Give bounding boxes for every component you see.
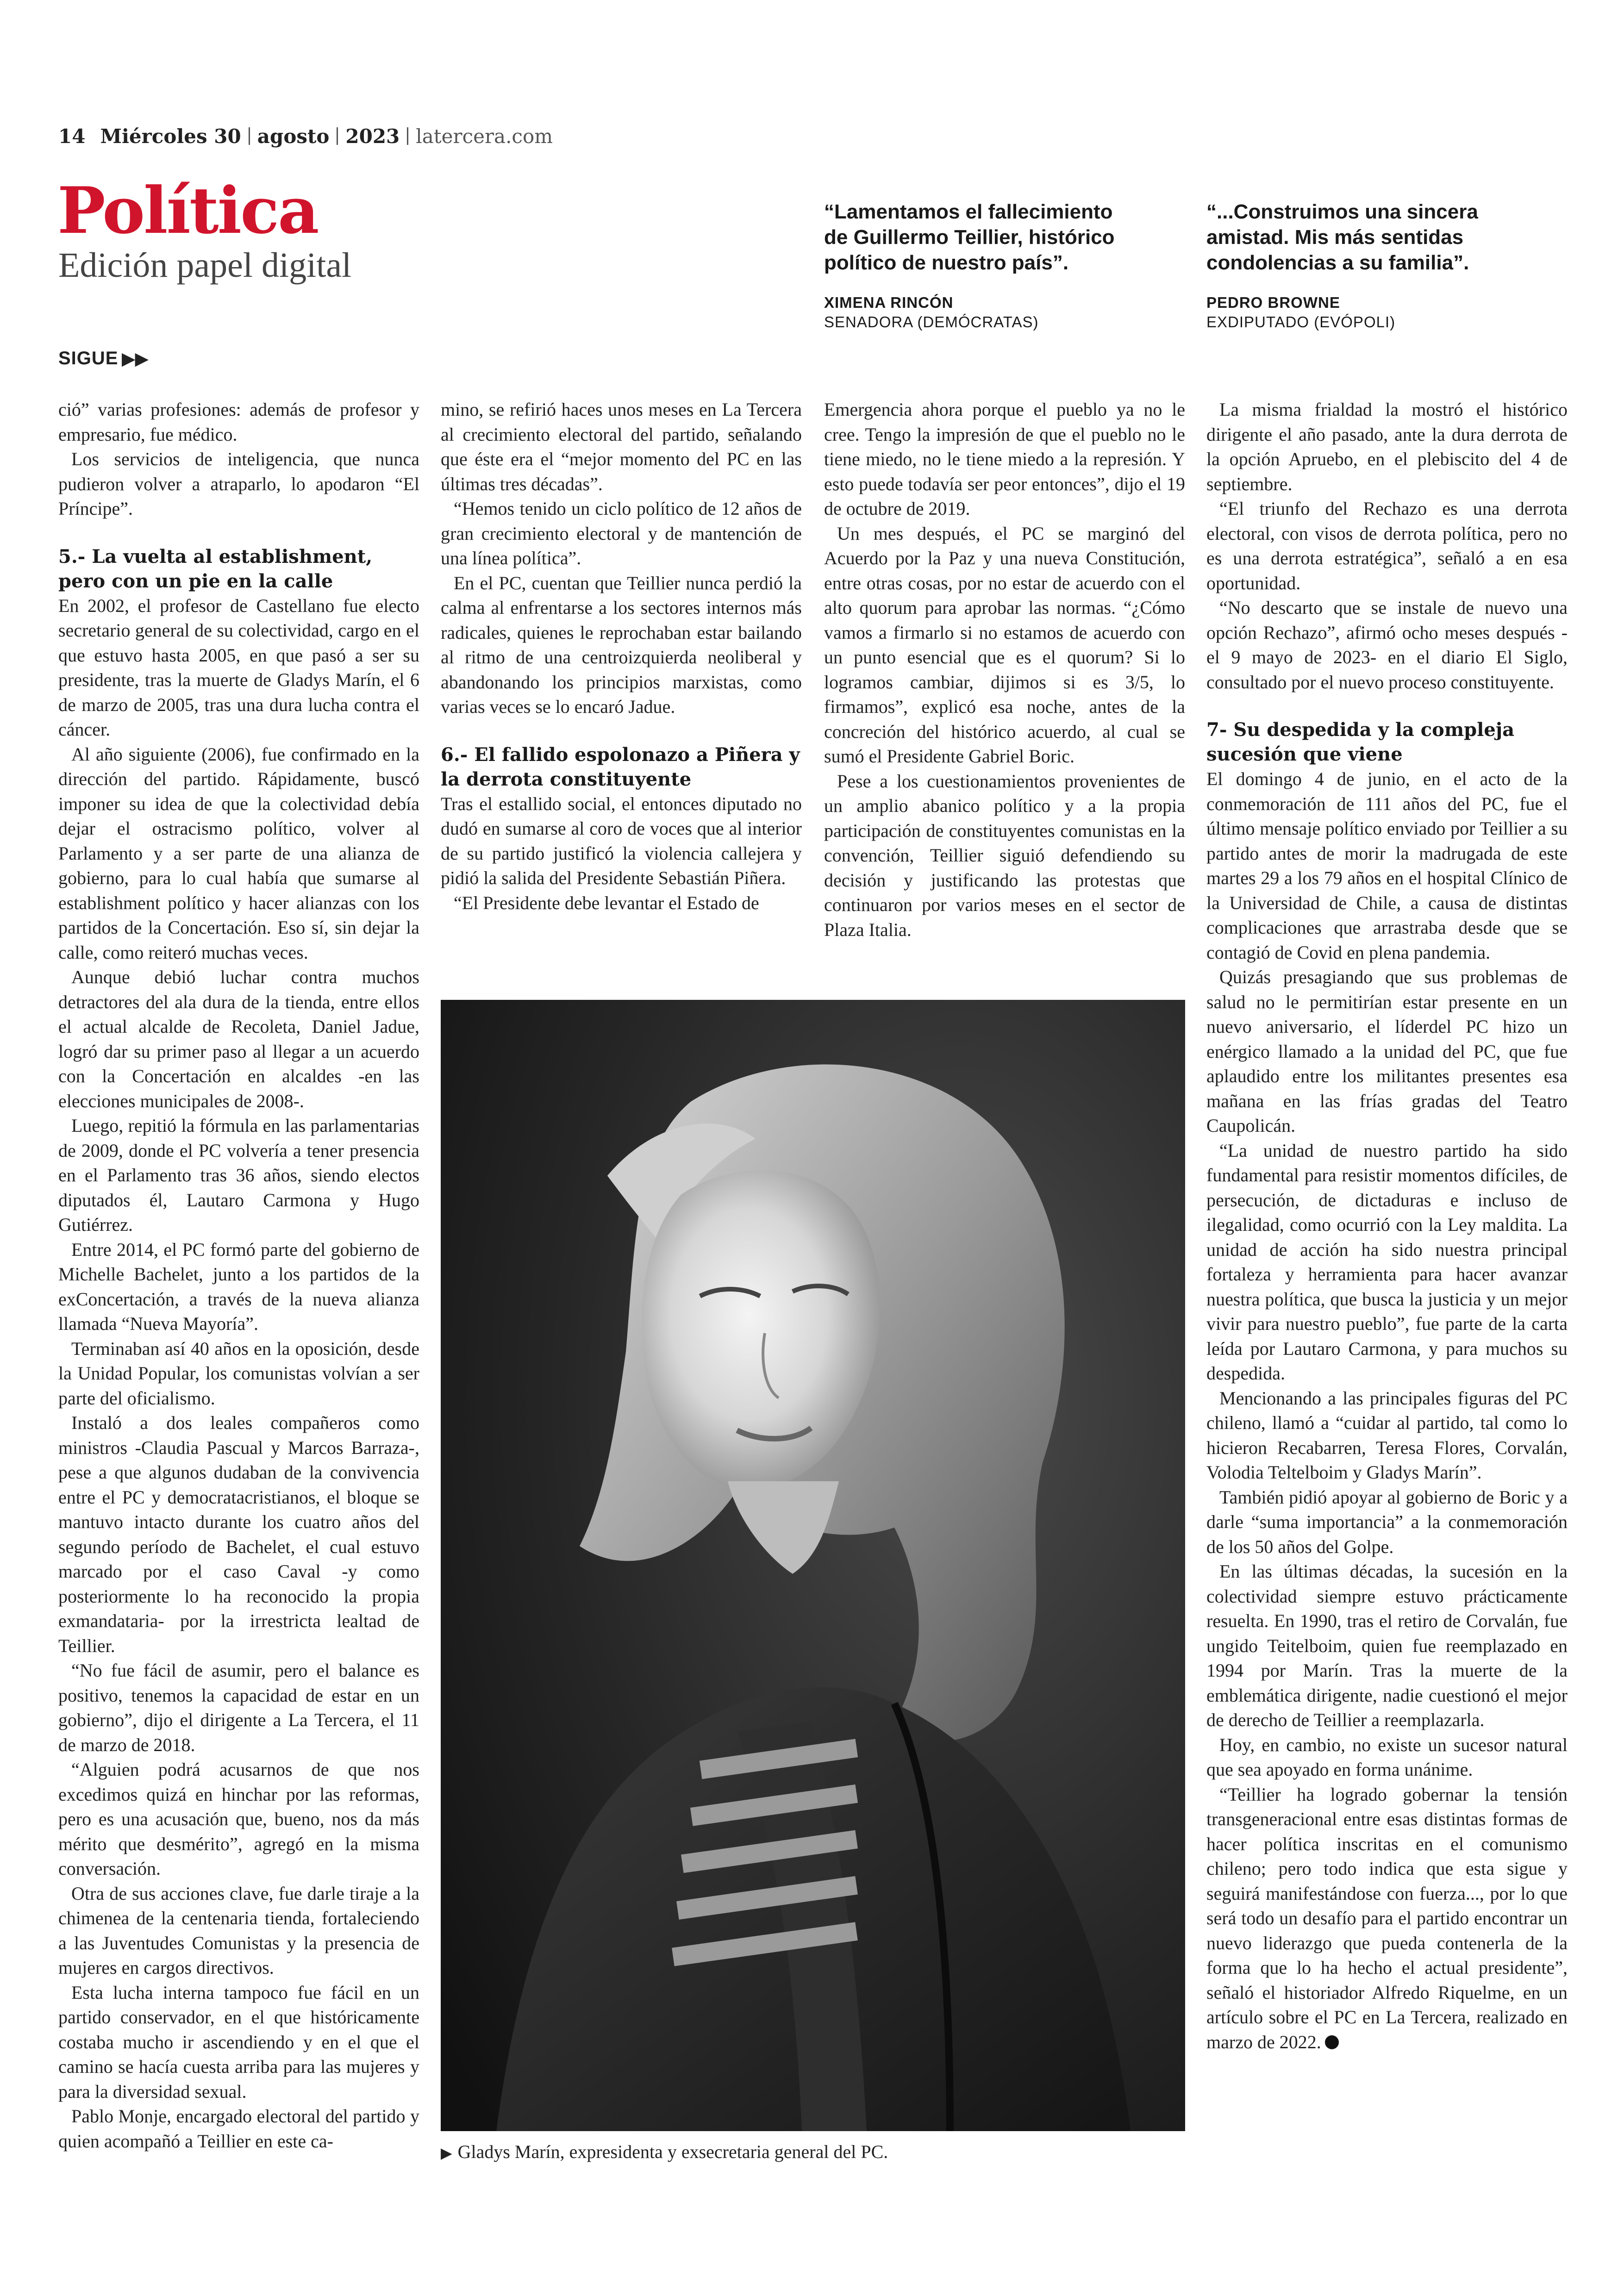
paragraph: La misma frialdad la mostró el histórico dirigente el año pasado, ante la dura derrota de la opción Apruebo, en el plebiscito del 4 de septiembre. — [1206, 399, 1568, 494]
paragraph: “El triunfo del Rechazo es una derrota electoral, con visos de derrota política, pero no es una derrota estratégica”, señaló a en esa oportunidad. — [1206, 498, 1568, 593]
paragraph: Luego, repitió la fórmula en las parlamentarias de 2009, donde el PC volvería a tener presencia en el Parlamento tras 36 años, siendo electos diputados él, Lautaro Carmona y Hugo Gutiérrez. — [58, 1115, 419, 1235]
paragraph: Pablo Monje, encargado electoral del partido y quien acompañó a Teillier en este ca- — [58, 2106, 419, 2152]
edition-subtitle: Edición papel digital — [58, 246, 352, 285]
caption-arrow-icon: ▶ — [441, 2144, 452, 2162]
paragraph: Otra de sus acciones clave, fue darle tiraje a la chimenea de la centenaria tienda, fortaleciendo a las Juventudes Comunistas y la presencia de mujeres en cargos directivos. — [58, 1883, 419, 1978]
page-folio — [58, 125, 553, 148]
paragraph: Aunque debió luchar contra muchos detractores del ala dura de la tienda, entre ellos el actual alcalde de Recoleta, Daniel Jadue, logró dar su primer paso al llegar a un acuerdo con la Concertación en alcaldes -en las elecciones municipales de 2008-. — [58, 967, 419, 1111]
paragraph: Hoy, en cambio, no existe un sucesor natural que sea apoyado en forma unánime. — [1206, 1734, 1568, 1780]
continues-arrows-icon: ▶▶ — [122, 349, 149, 368]
quote-author: PEDRO BROWNE — [1206, 294, 1340, 311]
paragraph: mino, se refirió haces unos meses en La Tercera al crecimiento electoral del partido, señalando que éste era el “mejor momento del PC en las últimas tres décadas”. — [441, 399, 802, 494]
paragraph: Instaló a dos leales compañeros como ministros -Claudia Pascual y Marcos Barraza-, pese a que algunos dudaban de la convivencia entre el PC y democratacristianos, el bloque se mantuvo intacto durante los cuatro años del segundo período de Bachelet, el cual estuvo marcado por el caso Caval -y como posteriormente lo ha reconocido la propia exmandataria- por la irrestricta lealtad de Teillier. — [58, 1412, 419, 1656]
folio-divider — [407, 127, 408, 145]
folio-divider — [337, 127, 338, 145]
paragraph: Tras el estallido social, el entonces diputado no dudó en sumarse al coro de voces que al interior de su partido justificó la violencia callejera y pidió la salida del Presidente Sebastián Piñera. — [441, 793, 802, 888]
subheading: 7- Su despedida y la compleja sucesión que viene — [1206, 719, 1515, 765]
date-weekday-day: Miércoles 30 — [100, 125, 241, 148]
paragraph: Mencionando a las principales figuras del PC chileno, llamó a “cuidar al partido, tal como lo hicieron Recabarren, Teresa Flores, Corvalán, Volodia Teltelboim y Gladys Marín”. — [1206, 1387, 1568, 1483]
portrait-photo — [441, 1000, 1185, 2131]
paragraph: “La unidad de nuestro partido ha sido fundamental para resistir momentos difíciles, de persecución, de dictaduras e incluso de ilegalidad, como ocurrió con la Ley maldita. La unidad de acción ha sido nuestra principal fortaleza y herramienta para hacer avanzar nuestra política, que busca la justicia y un mejor vivir para nuestro pueblo”, fue parte de la carta leída por Lautaro Carmona, y para muchos su despedida. — [1206, 1140, 1568, 1384]
quote-author-role: SENADORA (DEMÓCRATAS) — [824, 313, 1039, 331]
section-title: Política — [57, 173, 318, 248]
paragraph: Pese a los cuestionamientos provenientes de un amplio abanico político y a la propia participación de constituyentes comunistas en la convención, Teillier siguió defendiendo su decisión y justificando las protestas que continuaron por varios meses en el sector de Plaza Italia. — [824, 770, 1185, 940]
pull-quote — [1206, 199, 1503, 332]
site-name: latercera.com — [416, 125, 553, 148]
paragraph: Los servicios de inteligencia, que nunca pudieron volver a atraparlo, lo apodaron “El Príncipe”. — [58, 449, 419, 519]
date-month: agosto — [257, 125, 330, 148]
paragraph: “Hemos tenido un ciclo político de 12 años de gran crecimiento electoral y de mantención de una línea política”. — [441, 498, 802, 568]
page-number: 14 — [58, 125, 86, 148]
paragraph: “El Presidente debe levantar el Estado de — [454, 892, 759, 913]
article-column-4 — [1206, 397, 1568, 2054]
pull-quote — [824, 199, 1120, 332]
article-column-2 — [441, 397, 802, 915]
paragraph: Un mes después, el PC se marginó del Acuerdo por la Paz y una nueva Constitución, entre otras cosas, por no estar de acuerdo con el alto quorum para aprobar las normas. “¿Cómo vamos a firmarlo si no estamos de acuerdo con un punto esencial que es el quorum? Si lo logramos cambiar, dijimos si es 3/5, lo firmamos”, explicó esa noche, antes de la concreción del histórico acuerdo, al cual se sumó el Presidente Gabriel Boric. — [824, 523, 1185, 767]
continues-marker — [58, 348, 149, 369]
quote-author: XIMENA RINCÓN — [824, 294, 954, 311]
photo-caption — [441, 2140, 888, 2164]
paragraph: El domingo 4 de junio, en el acto de la conmemoración de 111 años del PC, fue el último mensaje político enviado por Teillier a su partido antes de morir la madrugada de este martes 29 a los 79 años en el hospital Clínico de la Universidad de Chile, a causa de distintas complicaciones que arrastraba desde que se contagió de Covid en plena pandemia. — [1206, 768, 1568, 963]
paragraph-text: “Teillier ha logrado gobernar la tensión transgeneracional entre esas distintas formas de hacer política inscritas en el comunismo chileno; pero todo indica que esta sigue y seguirá manifestándose con fuerza..., por lo que será todo un desafío para el partido encontrar un nuevo liderazgo que pueda contenerla de la forma que lo ha hecho el actual presidente”, señaló el historiador Alfredo Riquelme, en un artículo sobre el PC en La Tercera, realizado en marzo de 2022. — [1206, 1784, 1568, 2052]
paragraph: Al año siguiente (2006), fue confirmado en la dirección del partido. Rápidamente, buscó imponer su idea de que la colectividad debía dejar el ostracismo político, volver al Parlamento y a ser parte de una alianza de gobierno, para lo cual había que sumarse al establishment político y hacer alianzas con los partidos de la Concertación. Eso sí, sin dejar la calle, como reiteró muchas veces. — [58, 743, 419, 963]
subheading: 6.- El fallido espolonazo a Piñera y la derrota constituyente — [441, 743, 800, 790]
quote-author-role: EXDIPUTADO (EVÓPOLI) — [1206, 313, 1396, 331]
paragraph: “No fue fácil de asumir, pero el balance es positivo, tenemos la capacidad de estar en un gobierno”, dijo el dirigente a La Tercera, el 11 de marzo de 2018. — [58, 1660, 419, 1755]
paragraph: Emergencia ahora porque el pueblo ya no le cree. Tengo la impresión de que el pueblo no le tiene miedo, no le tiene miedo a la represión. Y esto puede todavía ser peor entonces”, dijo el 19 de octubre de 2019. — [824, 399, 1185, 519]
quote-text: “Lamentamos el fallecimiento de Guillermo Teillier, histórico político de nuestro país”. — [824, 200, 1115, 274]
article-column-3 — [824, 397, 1185, 942]
paragraph: También pidió apoyar al gobierno de Boric y a darle “suma importancia” a la conmemoración de los 50 años del Golpe. — [1206, 1486, 1568, 1557]
paragraph: Terminaban así 40 años en la oposición, desde la Unidad Popular, los comunistas volvían a ser parte del oficialismo. — [58, 1338, 419, 1409]
subheading: 5.- La vuelta al establishment, pero con un pie en la calle — [58, 545, 373, 592]
paragraph: “Alguien podrá acusarnos de que nos excedimos quizá en hinchar por las reformas, pero es una acusación que, bueno, nos da más mérito que desmérito”, agregó en la misma conversación. — [58, 1759, 419, 1879]
end-of-article-icon — [1325, 2035, 1339, 2049]
paragraph: En el PC, cuentan que Teillier nunca perdió la calma al enfrentarse a los sectores internos más radicales, quienes le reprochaban estar bailando al ritmo de una centroizquierda neoliberal y abandonando los principios marxistas, como varias veces se lo encaró Jadue. — [441, 572, 802, 717]
folio-divider — [249, 127, 250, 145]
continues-label: SIGUE — [58, 348, 119, 368]
paragraph: ció” varias profesiones: además de profesor y empresario, fue médico. — [58, 399, 419, 445]
paragraph: Entre 2014, el PC formó parte del gobierno de Michelle Bachelet, junto a los partidos de la exConcertación, a través de la nueva alianza llamada “Nueva Mayoría”. — [58, 1239, 419, 1334]
paragraph: Esta lucha interna tampoco fue fácil en un partido conservador, en el que históricamente costaba mucho ir ascendiendo y en el que el camino se hacía cuesta arriba para las mujeres y para la diversidad sexual. — [58, 1982, 419, 2102]
paragraph: En 2002, el profesor de Castellano fue electo secretario general de su colectividad, cargo en el que estuvo hasta 2005, en que pasó a ser su presidente, tras la muerte de Gladys Marín, el 6 de marzo de 2005, tras una dura lucha contra el cáncer. — [58, 595, 419, 740]
quote-text: “...Construimos una sincera amistad. Mis más sentidas condolencias a su familia”. — [1206, 200, 1478, 274]
paragraph: En las últimas décadas, la sucesión en la colectividad siempre estuvo prácticamente resuelta. En 1990, tras el retiro de Corvalán, fue ungido Teitelboim, quien fue reemplazado en 1994 por Marín. Tras la muerte de la emblemática dirigente, nadie cuestionó el mejor de derecho de Teillier a reemplazarla. — [1206, 1561, 1568, 1730]
article-column-1 — [58, 397, 419, 2153]
paragraph: “No descarto que se instale de nuevo una opción Rechazo”, afirmó ocho meses después -el 9 mayo de 2023- en el diario El Siglo, consultado por el nuevo proceso constituyente. — [1206, 597, 1568, 692]
paragraph — [1206, 1782, 1568, 2055]
date-year: 2023 — [345, 125, 400, 148]
paragraph: Quizás presagiando que sus problemas de salud no le permitirían estar presente en un nuevo aniversario, el líderdel PC hizo un enérgico llamado a la unidad del PC, que fue aplaudido entre los militantes presentes esa mañana en las frías gradas del Teatro Caupolicán. — [1206, 967, 1568, 1136]
caption-text: Gladys Marín, expresidenta y exsecretaria general del PC. — [457, 2141, 888, 2162]
